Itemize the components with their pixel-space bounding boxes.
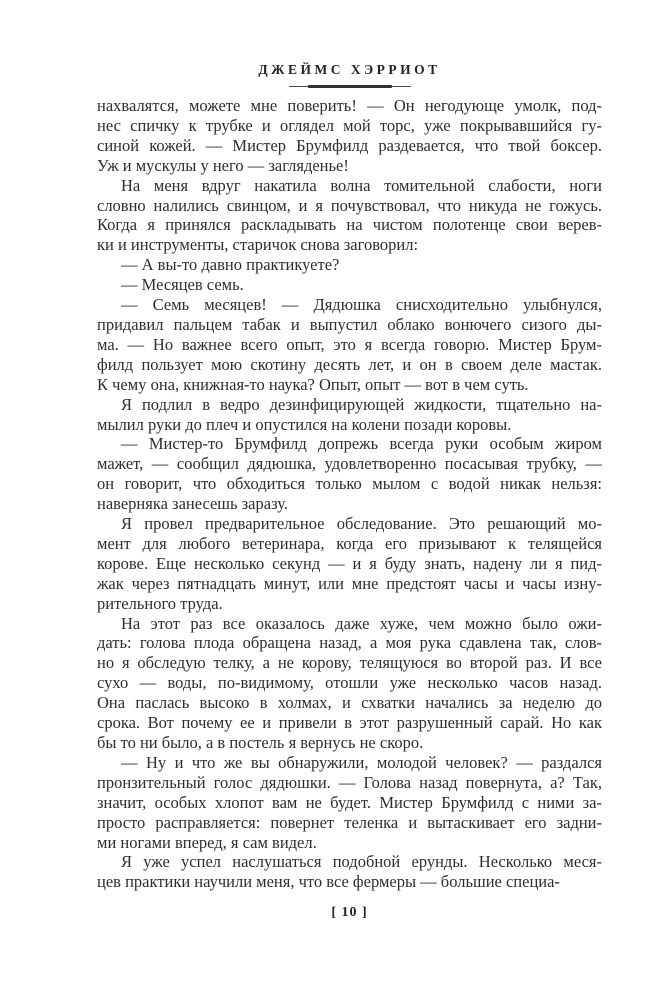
text-line: корове. Еще несколько секунд — и я буду знать, надену ли я пид-	[97, 553, 602, 573]
paragraph	[97, 295, 602, 395]
paragraph	[97, 395, 602, 435]
text-line: просто расправляется: повернет теленка и вытаскивает его задни-	[97, 812, 602, 832]
text-line: Когда я принялся раскладывать на чистом полотенце свои верев-	[97, 215, 602, 235]
text-line: ки и инструменты, старичок снова заговорил:	[97, 235, 419, 255]
text-line: пронзительный голос дядюшки. — Голова назад повернута, а? Так,	[97, 772, 602, 792]
text-line: — Семь месяцев! — Дядюшка снисходительно улыбнулся,	[121, 295, 602, 315]
text-line: Уж и мускулы у него — загляденье!	[97, 155, 349, 175]
text-line: нес спичку к трубке и оглядел мой торс, уже покрывавшийся гу-	[97, 115, 602, 135]
text-line: но я обследую телку, а не корову, телящуюся во второй раз. И все	[97, 653, 602, 673]
text-line: — Месяцев семь.	[121, 275, 244, 295]
text-line: рительного труда.	[97, 593, 223, 613]
text-line: На меня вдруг накатила волна томительной слабости, ноги	[121, 175, 602, 195]
text-line: ма. — Но важнее всего опыт, это я всегда говорю. Мистер Брум-	[97, 334, 602, 354]
text-line: — Ну и что же вы обнаружили, молодой человек? — раздался	[121, 752, 602, 772]
paragraph	[97, 255, 602, 275]
text-line: мылил руки до плеч и опустился на колени позади коровы.	[97, 414, 512, 434]
text-line: сухо — воды, по-видимому, отошли уже несколько часов назад.	[97, 673, 602, 693]
text-line: ми ногами вперед, я сам видел.	[97, 832, 317, 852]
text-line: нахвалятся, можете мне поверить! — Он негодующе умолк, под-	[97, 96, 602, 115]
text-line: На этот раз все оказалось даже хуже, чем можно было ожи-	[121, 613, 602, 633]
text-line: Я провел предварительное обследование. Это решающий мо-	[121, 514, 602, 534]
text-line: срока. Вот почему ее и привели в этот разрушенный сарай. Но как	[97, 713, 602, 733]
text-line: мент для любого ветеринара, когда его призывают к телящейся	[97, 533, 602, 553]
text-line: — А вы-то давно практикуете?	[121, 255, 340, 275]
text-line: — Мистер-то Брумфилд допрежь всегда руки особым жиром	[121, 434, 602, 454]
text-line: жак через пятнадцать минут, или мне предстоят часы и часы изну-	[97, 573, 602, 593]
paragraph	[97, 514, 602, 614]
text-line: Она паслась высоко в холмах, и схватки начались за неделю до	[97, 693, 602, 713]
text-line: синой кожей. — Мистер Брумфилд раздевается, что твой боксер.	[97, 135, 602, 155]
text-line: дать: голова плода обращена назад, а моя рука сдавлена так, слов-	[97, 633, 602, 653]
text-line: он говорит, что обходиться только мылом с водой никак нельзя:	[97, 474, 602, 494]
text-line: Я уже успел наслушаться подобной ерунды. Несколько меся-	[121, 852, 602, 872]
page-text	[97, 96, 602, 892]
text-line: словно налились свинцом, и я почувствовал, что никуда не гожусь.	[97, 195, 602, 215]
text-line: К чему она, книжная-то наука? Опыт, опыт — вот в чем суть.	[97, 374, 529, 394]
paragraph	[97, 434, 602, 514]
paragraph	[97, 176, 602, 256]
text-line: значит, особых хлопот вам не будет. Мистер Брумфилд с ними за-	[97, 792, 602, 812]
text-line: наверняка занесешь заразу.	[97, 494, 288, 514]
text-line: филд пользует мою скотину десять лет, и он в своем деле мастак.	[97, 354, 602, 374]
paragraph	[97, 753, 602, 853]
text-line: бы то ни было, а в постель я вернусь не скоро.	[97, 733, 424, 752]
header-ornament-rule	[97, 85, 602, 89]
paragraph	[97, 852, 602, 892]
page-number: [ 10 ]	[331, 905, 368, 920]
text-line: мажет, — сообщил дядюшка, удовлетворенно посасывая трубку, —	[97, 454, 602, 474]
text-line: Я подлил в ведро дезинфицирующей жидкости, тщательно на-	[121, 394, 602, 414]
paragraph	[97, 275, 602, 295]
paragraph	[97, 614, 602, 753]
text-line: придавил пальцем табак и выпустил облако вонючего сизого ды-	[97, 314, 602, 334]
running-head: ДЖЕЙМС ХЭРРИОТ	[258, 62, 441, 77]
text-line: цев практики научили меня, что все фермеры — большие специа-	[97, 872, 560, 892]
ornament-thick-line	[308, 85, 392, 88]
paragraph	[97, 96, 602, 176]
